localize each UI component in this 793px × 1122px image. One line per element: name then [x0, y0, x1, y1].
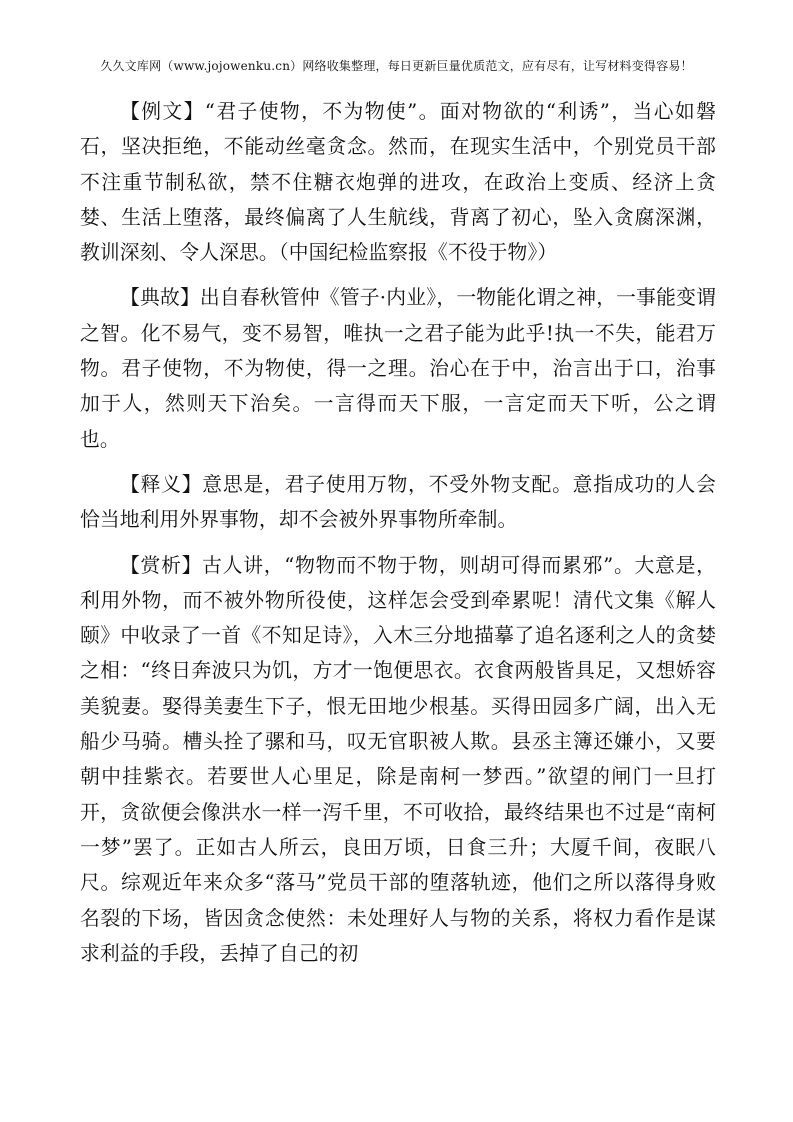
- paragraph-allusion: 【典故】出自春秋管仲《管子·内业》，一物能化谓之神，一事能变谓之智。化不易气，变不易智，唯执一之君子能为此乎!执一不失，能君万物。君子使物，不为物使，得一之理。治心在于中，治言出于口，治事加于人，然则天下治矣。一言得而天下服，一言定而天下听，公之谓也。: [80, 286, 716, 451]
- paragraph-interpretation: 【释义】意思是，君子使用万物，不受外物支配。意指成功的人会恰当地利用外界事物，却不会被外界事物所牵制。: [80, 472, 716, 532]
- document-body: [80, 94, 716, 981]
- paragraph-example: 【例文】“君子使物，不为物使”。面对物欲的“利诱”，当心如磐石，坚决拒绝，不能动丝毫贪念。然而，在现实生活中，个别党员干部不注重节制私欲，禁不住糖衣炮弹的进攻，在政治上变质、经济上贪婪、生活上堕落，最终偏离了人生航线，背离了初心，坠入贪腐深渊，教训深刻、令人深思。（中国纪检监察报《不役于物》）: [80, 100, 716, 265]
- paragraph-appreciation: 【赏析】古人讲，“物物而不物于物，则胡可得而累邪”。大意是，利用外物，而不被外物所役使，这样怎会受到牵累呢！清代文集《解人颐》中收录了一首《不知足诗》，入木三分地描摹了追名逐利之人的贪婪之相：“终日奔波只为饥，方才一饱便思衣。衣食两般皆具足，又想娇容美貌妻。娶得美妻生下子，恨无田地少根基。买得田园多广阔，出入无船少马骑。槽头拴了骡和马，叹无官职被人欺。县丞主簿还嫌小，又要朝中挂紫衣。若要世人心里足，除是南柯一梦西。”欲望的闸门一旦打开，贪欲便会像洪水一样一泻千里，不可收拾，最终结果也不过是“南柯一梦”罢了。正如古人所云，良田万顷，日食三升；大厦千间，夜眠八尺。综观近年来众多“落马”党员干部的堕落轨迹，他们之所以落得身败名裂的下场，皆因贪念使然：未处理好人与物的关系，将权力看作是谋求利益的手段，丢掉了自己的初: [80, 553, 716, 965]
- page-header: 久久文库网（www.jojowenku.cn）网络收集整理，每日更新巨量优质范文，应有尽有，让写材料变得容易！: [100, 59, 693, 73]
